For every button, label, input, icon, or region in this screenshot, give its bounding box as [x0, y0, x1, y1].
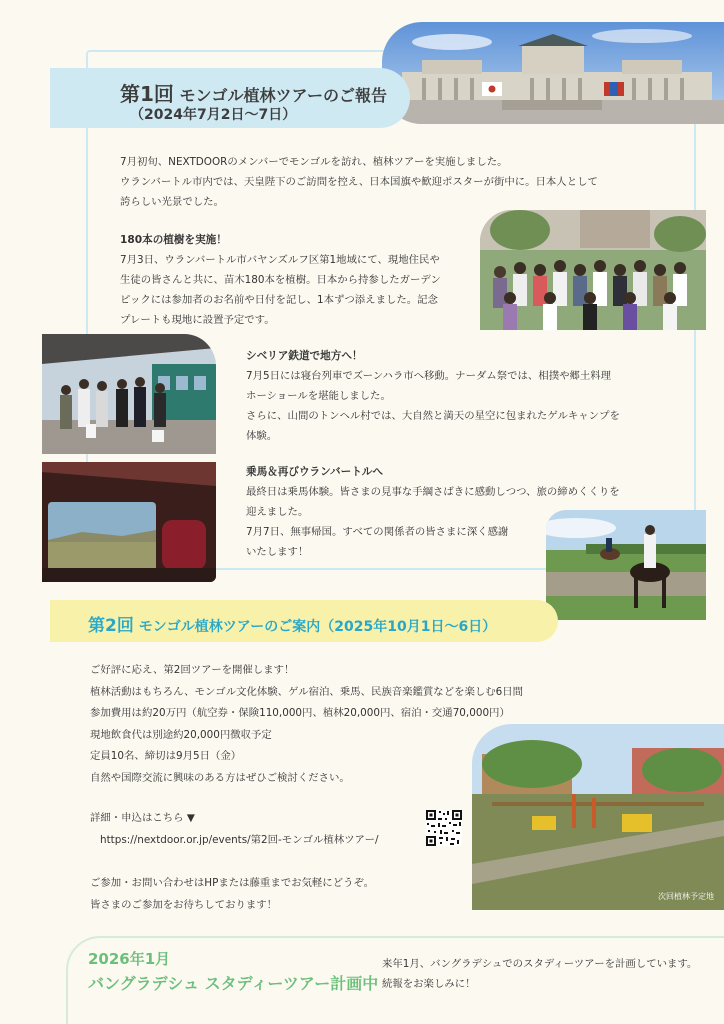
horse-riding-photo: [546, 510, 706, 620]
report-title: 第1回 モンゴル植林ツアーのご報告: [120, 82, 388, 106]
government-palace-photo: [382, 22, 724, 124]
section-railway-heading: シベリア鉄道で地方へ！: [246, 350, 363, 362]
guide-body: ご好評に応え、第2回ツアーを開催します！ 植林活動はもちろん、モンゴル文化体験、ゲル宿泊、乗馬、民族音楽鑑賞などを楽しむ6日間 参加費用は約20万円（航空券・保険110,000円、植林20,000円、宿泊・交通70,000円） 現地飲食代は別途約20,000円徴収予定 定員10名、締切は9月5日（金） 自然や国際交流に興味のある方はぜひご検討ください。: [90, 664, 524, 784]
group-photo: [480, 210, 706, 330]
bangladesh-text: 来年1月、バングラデシュでのスタディーツアーを計画しています。 続報をお楽しみに！: [382, 958, 698, 990]
report-intro: 7月初旬、NEXTDOORのメンバーでモンゴルを訪れ、植林ツアーを実施しました。 ウランバートル市内では、天皇陛下のご訪問を控え、日本国旗や歓迎ポスターが街中に。日本人として 誇らしい光景でした。: [120, 156, 598, 208]
report-title-banner: [50, 68, 410, 128]
contact-text: ご参加・お問い合わせはHPまたは藤重までお気軽にどうぞ。 皆さまのご参加をお待ちしております！: [90, 877, 375, 911]
section-planting: 180本の植樹を実施！ 7月3日、ウランバートル市バヤンズルフ区第1地域にて、現地住民や 生徒の皆さんと共に、苗木180本を植樹。日本から持参したガーデン ピックには参加者のお名前や日付を記し、1本ずつ添えました。記念 プレートも現地に設置予定です。: [120, 230, 480, 330]
report-date: （2024年7月2日～7日）: [130, 107, 297, 123]
detail-label: 詳細・申込はこちら ▼: [90, 812, 195, 824]
section-railway: シベリア鉄道で地方へ！ 7月5日には寝台列車でズーンハラ市へ移動。ナーダム祭では、相撲や郷土料理 ホーショールを堪能しました。 さらに、山間のトンヘル村では、大自然と満天の星空に包まれたゲルキャンプを 体験。: [246, 346, 666, 446]
bangladesh-title: [88, 948, 378, 994]
event-url-link[interactable]: https://nextdoor.or.jp/events/第2回-モンゴル植林ツアー/: [100, 834, 379, 846]
section-planting-heading: 180本の植樹を実施！: [120, 234, 227, 246]
train-window-photo: [42, 462, 216, 582]
guide-title-banner: [50, 600, 558, 642]
guide-title: 第2回 モンゴル植林ツアーのご案内（2025年10月1日～6日）: [88, 616, 497, 636]
planned-site-caption: 次回植林予定地: [658, 892, 714, 901]
section-horse-heading: 乗馬＆再びウランバートルへ: [246, 466, 383, 478]
qr-code[interactable]: [426, 810, 462, 846]
section-horse: 乗馬＆再びウランバートルへ 最終日は乗馬体験。皆さまの見事な手綱さばきに感動しつつ、旅の締めくくりを 迎えました。 7月7日、無事帰国。すべての関係者の皆さまに深く感謝 いたします！: [246, 462, 666, 562]
planned-site-photo: [472, 724, 724, 910]
train-platform-photo: [42, 334, 216, 454]
bangladesh-heading: バングラデシュ スタディーツアー計画中: [88, 974, 379, 993]
bangladesh-year: 2026年1月: [88, 950, 171, 968]
